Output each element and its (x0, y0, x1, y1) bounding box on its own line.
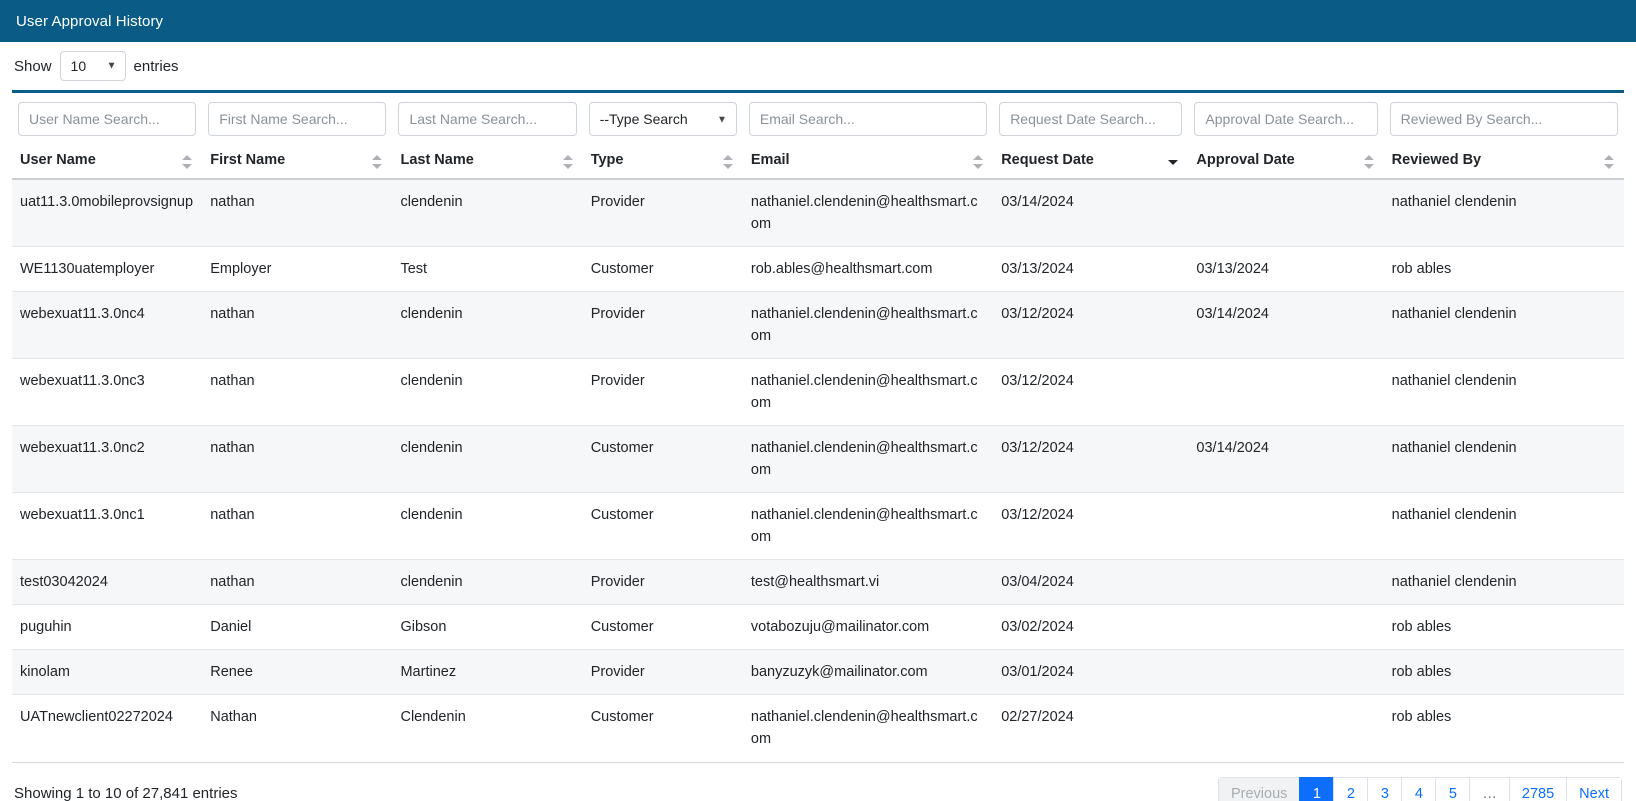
table-row[interactable] (12, 359, 1624, 426)
cell-request-date: 03/12/2024 (993, 359, 1188, 426)
pagination-button-2785[interactable]: 2785 (1509, 777, 1566, 801)
pagination-button-previous[interactable]: Previous (1218, 777, 1299, 801)
cell-user-name: webexuat11.3.0nc1 (12, 493, 202, 560)
cell-email: rob.ables@healthsmart.com (743, 247, 993, 292)
cell-approval-date: 03/13/2024 (1188, 247, 1383, 292)
column-header-4[interactable] (743, 146, 993, 179)
cell-request-date: 03/13/2024 (993, 247, 1188, 292)
cell-user-name: webexuat11.3.0nc3 (12, 359, 202, 426)
cell-reviewed-by: nathaniel clendenin (1384, 426, 1624, 493)
filter-cell-request-date (993, 93, 1188, 146)
table-row[interactable] (12, 179, 1624, 247)
filter-input-first-name[interactable] (208, 102, 386, 136)
sort-icon[interactable] (182, 154, 192, 170)
cell-approval-date: 03/14/2024 (1188, 292, 1383, 359)
cell-request-date: 02/27/2024 (993, 695, 1188, 762)
cell-type: Customer (583, 695, 743, 762)
pagination-button-next[interactable]: Next (1566, 777, 1622, 801)
column-header-label: Last Name (400, 152, 474, 168)
cell-reviewed-by: nathaniel clendenin (1384, 359, 1624, 426)
column-header-label: Reviewed By (1391, 152, 1482, 168)
cell-first-name: nathan (202, 292, 392, 359)
column-header-6[interactable] (1188, 146, 1383, 179)
table-row[interactable] (12, 426, 1624, 493)
filter-input-email[interactable] (749, 102, 987, 136)
sort-icon[interactable] (723, 154, 733, 170)
header-row (12, 146, 1624, 179)
cell-first-name: nathan (202, 560, 392, 605)
cell-approval-date (1188, 695, 1383, 762)
filter-input-last-name[interactable] (398, 102, 576, 136)
cell-last-name: clendenin (392, 359, 582, 426)
column-header-label: First Name (210, 152, 286, 168)
filter-cell-user-name (12, 93, 202, 146)
cell-first-name: Renee (202, 650, 392, 695)
pagination-button-5[interactable]: 5 (1435, 777, 1469, 801)
cell-email: banyzuzyk@mailinator.com (743, 650, 993, 695)
filter-input-user-name[interactable] (18, 102, 196, 136)
filter-row (12, 93, 1624, 146)
cell-approval-date (1188, 650, 1383, 695)
column-header-label: Type (590, 152, 624, 168)
cell-user-name: kinolam (12, 650, 202, 695)
table-row[interactable] (12, 695, 1624, 762)
column-header-label: Approval Date (1196, 152, 1295, 168)
cell-reviewed-by: nathaniel clendenin (1384, 292, 1624, 359)
entries-label: entries (133, 57, 179, 75)
table-row[interactable] (12, 650, 1624, 695)
column-header-2[interactable] (392, 146, 582, 179)
cell-approval-date: 03/14/2024 (1188, 426, 1383, 493)
cell-user-name: webexuat11.3.0nc4 (12, 292, 202, 359)
cell-approval-date (1188, 179, 1383, 247)
cell-reviewed-by: nathaniel clendenin (1384, 493, 1624, 560)
filter-cell-type (583, 93, 743, 146)
column-header-0[interactable] (12, 146, 202, 179)
cell-email: nathaniel.clendenin@healthsmart.com (743, 359, 993, 426)
column-header-label: Request Date (1001, 152, 1094, 168)
chevron-down-icon: ▼ (716, 114, 727, 125)
sort-icon[interactable] (1604, 154, 1614, 170)
cell-first-name: nathan (202, 493, 392, 560)
cell-reviewed-by: rob ables (1384, 695, 1624, 762)
cell-user-name: test03042024 (12, 560, 202, 605)
cell-reviewed-by: rob ables (1384, 247, 1624, 292)
cell-type: Customer (583, 247, 743, 292)
cell-reviewed-by: nathaniel clendenin (1384, 179, 1624, 247)
cell-request-date: 03/04/2024 (993, 560, 1188, 605)
pagination-button-3[interactable]: 3 (1367, 777, 1401, 801)
cell-user-name: puguhin (12, 605, 202, 650)
table-row[interactable] (12, 560, 1624, 605)
cell-type: Provider (583, 560, 743, 605)
show-label: Show (14, 57, 52, 75)
chevron-down-icon: ▼ (106, 60, 117, 72)
cell-last-name: Gibson (392, 605, 582, 650)
cell-last-name: clendenin (392, 426, 582, 493)
cell-last-name: Martinez (392, 650, 582, 695)
filter-input-approval-date[interactable] (1194, 102, 1377, 136)
cell-type: Customer (583, 426, 743, 493)
table-row[interactable] (12, 247, 1624, 292)
approval-history-table (12, 93, 1624, 762)
filter-input-reviewed-by[interactable] (1390, 102, 1618, 136)
cell-first-name: nathan (202, 426, 392, 493)
cell-last-name: clendenin (392, 292, 582, 359)
filter-cell-reviewed-by (1384, 93, 1624, 146)
cell-reviewed-by: rob ables (1384, 605, 1624, 650)
sort-icon[interactable] (973, 154, 983, 170)
filter-cell-first-name (202, 93, 392, 146)
page-title: User Approval History (16, 12, 164, 30)
pagination-button-2[interactable]: 2 (1333, 777, 1367, 801)
column-header-label: User Name (20, 152, 96, 168)
cell-email: nathaniel.clendenin@healthsmart.com (743, 179, 993, 247)
cell-request-date: 03/02/2024 (993, 605, 1188, 650)
cell-email: votabozuju@mailinator.com (743, 605, 993, 650)
length-menu-bar (0, 42, 1636, 90)
cell-user-name: uat11.3.0mobileprovsignup (12, 179, 202, 247)
cell-email: nathaniel.clendenin@healthsmart.com (743, 493, 993, 560)
cell-request-date: 03/01/2024 (993, 650, 1188, 695)
table-head (12, 93, 1624, 179)
cell-first-name: Nathan (202, 695, 392, 762)
cell-email: nathaniel.clendenin@healthsmart.com (743, 426, 993, 493)
pagination-button-1[interactable]: 1 (1299, 777, 1333, 801)
cell-approval-date (1188, 605, 1383, 650)
filter-cell-approval-date (1188, 93, 1383, 146)
sort-icon[interactable] (372, 154, 382, 170)
table-container (12, 90, 1624, 763)
cell-approval-date (1188, 560, 1383, 605)
sort-icon[interactable] (563, 154, 573, 170)
table-row[interactable] (12, 292, 1624, 359)
column-header-3[interactable] (583, 146, 743, 179)
table-row[interactable] (12, 493, 1624, 560)
pagination (1218, 777, 1622, 801)
cell-last-name: clendenin (392, 560, 582, 605)
cell-reviewed-by: rob ables (1384, 650, 1624, 695)
cell-approval-date (1188, 359, 1383, 426)
column-header-7[interactable] (1384, 146, 1624, 179)
cell-approval-date (1188, 493, 1383, 560)
filter-select-type[interactable] (589, 102, 737, 136)
filter-cell-last-name (392, 93, 582, 146)
cell-email: nathaniel.clendenin@healthsmart.com (743, 695, 993, 762)
cell-first-name: Daniel (202, 605, 392, 650)
column-header-5[interactable] (993, 146, 1188, 179)
filter-cell-email (743, 93, 993, 146)
filter-input-request-date[interactable] (999, 102, 1182, 136)
cell-last-name: Test (392, 247, 582, 292)
cell-request-date: 03/14/2024 (993, 179, 1188, 247)
cell-request-date: 03/12/2024 (993, 292, 1188, 359)
table-footer (0, 763, 1636, 801)
cell-reviewed-by: nathaniel clendenin (1384, 560, 1624, 605)
column-header-label: Email (750, 152, 790, 168)
cell-first-name: nathan (202, 179, 392, 247)
cell-request-date: 03/12/2024 (993, 426, 1188, 493)
column-header-1[interactable] (202, 146, 392, 179)
entries-select-wrap (60, 51, 126, 81)
title-bar (0, 0, 1636, 42)
cell-user-name: WE1130uatemployer (12, 247, 202, 292)
pagination-button--: … (1469, 777, 1509, 801)
cell-request-date: 03/12/2024 (993, 493, 1188, 560)
cell-user-name: webexuat11.3.0nc2 (12, 426, 202, 493)
cell-last-name: clendenin (392, 179, 582, 247)
cell-first-name: nathan (202, 359, 392, 426)
entries-per-page-select[interactable] (60, 51, 126, 81)
cell-last-name: Clendenin (392, 695, 582, 762)
cell-type: Customer (583, 605, 743, 650)
table-body (12, 179, 1624, 762)
cell-type: Customer (583, 493, 743, 560)
cell-user-name: UATnewclient02272024 (12, 695, 202, 762)
cell-type: Provider (583, 292, 743, 359)
sort-icon[interactable] (1364, 154, 1374, 170)
sort-icon[interactable] (1168, 154, 1178, 170)
cell-last-name: clendenin (392, 493, 582, 560)
entries-info: Showing 1 to 10 of 27,841 entries (14, 785, 238, 801)
cell-email: test@healthsmart.vi (743, 560, 993, 605)
table-row[interactable] (12, 605, 1624, 650)
cell-type: Provider (583, 179, 743, 247)
cell-type: Provider (583, 359, 743, 426)
cell-type: Provider (583, 650, 743, 695)
cell-email: nathaniel.clendenin@healthsmart.com (743, 292, 993, 359)
cell-first-name: Employer (202, 247, 392, 292)
pagination-button-4[interactable]: 4 (1401, 777, 1435, 801)
